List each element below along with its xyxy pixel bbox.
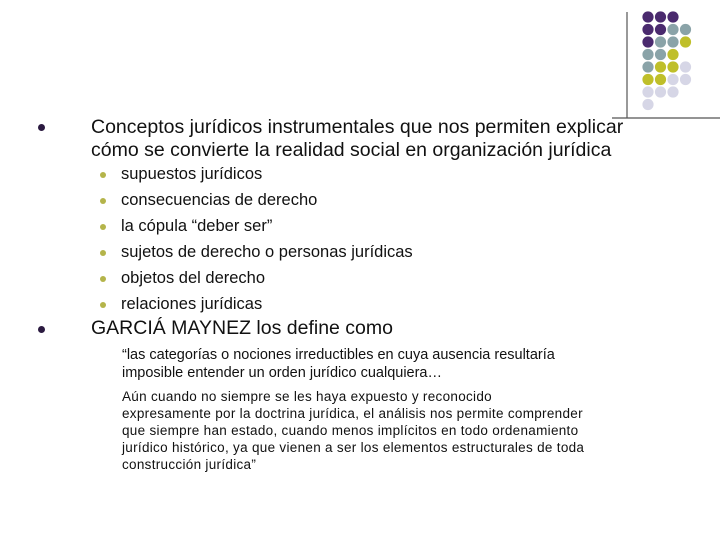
decorative-dot xyxy=(642,49,653,60)
level2-bullet-icon xyxy=(100,198,106,204)
level1-bullet-icon xyxy=(38,124,45,131)
decorative-dot xyxy=(655,86,666,97)
subitem: relaciones jurídicas xyxy=(121,295,263,313)
level2-bullet-icon xyxy=(100,172,106,178)
decorative-dot xyxy=(680,36,691,47)
quote2-line4: jurídico histórico, ya que vienen a ser los elementos estructurales de toda xyxy=(122,440,585,455)
item1-line2: cómo se convierte la realidad social en organización jurídica xyxy=(91,139,612,161)
item1-line1: Conceptos jurídicos instrumentales que nos permiten explicar xyxy=(91,116,624,138)
decorative-dot xyxy=(642,36,653,47)
decorative-dot xyxy=(667,61,678,72)
quote2-line1: Aún cuando no siempre se les haya expuesto y reconocido xyxy=(122,389,492,404)
decorative-dot xyxy=(667,11,678,22)
subitem: la cópula “deber ser” xyxy=(121,217,273,235)
quote1-line2: imposible entender un orden jurídico cualquiera… xyxy=(122,365,442,381)
level2-bullet-icon xyxy=(100,250,106,256)
level2-bullet-icon xyxy=(100,276,106,282)
decorative-dot xyxy=(680,74,691,85)
decorative-dot xyxy=(642,11,653,22)
decorative-dot xyxy=(667,86,678,97)
decorative-dot xyxy=(655,36,666,47)
decorative-dot xyxy=(655,49,666,60)
level2-bullet-icon xyxy=(100,302,106,308)
decorative-dot xyxy=(655,24,666,35)
decorative-dot xyxy=(667,49,678,60)
decorative-dot xyxy=(642,24,653,35)
quote1-line1: “las categorías o nociones irreductibles en cuya ausencia resultaría xyxy=(122,347,555,363)
decorative-dot xyxy=(642,99,653,110)
decorative-dot xyxy=(642,61,653,72)
decorative-dot xyxy=(667,74,678,85)
decorative-dot xyxy=(667,36,678,47)
subitem: sujetos de derecho o personas jurídicas xyxy=(121,243,413,261)
decorative-dot xyxy=(642,74,653,85)
decorative-dot xyxy=(680,24,691,35)
level1-bullet-icon xyxy=(38,326,45,333)
item2-text: GARCIÁ MAYNEZ los define como xyxy=(91,317,393,339)
quote2-line3: que siempre han estado, cuando menos implícitos en todo ordenamiento xyxy=(122,423,579,438)
decorative-dot xyxy=(667,24,678,35)
decorative-dot xyxy=(655,11,666,22)
subitem: consecuencias de derecho xyxy=(121,191,318,209)
subitem: objetos del derecho xyxy=(121,269,266,287)
level2-bullet-icon xyxy=(100,224,106,230)
quote2-line2: expresamente por la doctrina jurídica, el análisis nos permite comprender xyxy=(122,406,583,421)
decorative-dot xyxy=(680,61,691,72)
decorative-dot xyxy=(655,61,666,72)
decorative-dot xyxy=(655,74,666,85)
quote2-line5: construcción jurídica” xyxy=(122,457,257,472)
decorative-dot xyxy=(642,86,653,97)
subitem: supuestos jurídicos xyxy=(121,165,263,183)
